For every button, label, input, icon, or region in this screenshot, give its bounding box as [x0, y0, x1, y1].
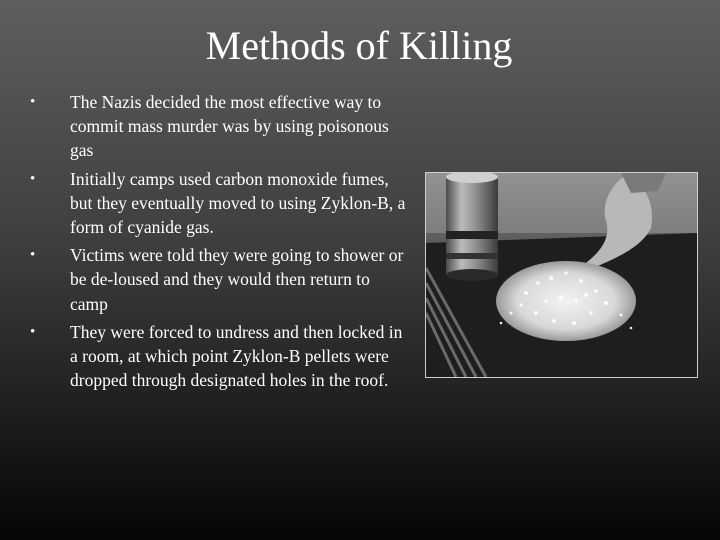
bullet-list: [30, 90, 410, 396]
bullet-text: Initially camps used carbon monoxide fumes, but they eventually moved to using Zyklon-B, a form of cyanide gas.: [70, 168, 406, 238]
bullet-item: [30, 320, 410, 393]
bullet-item: [30, 243, 410, 316]
pellets-photo-drawing: [426, 173, 697, 377]
slide-title: Methods of Killing: [205, 23, 513, 68]
bullet-text: Victims were told they were going to shower or be de-loused and they would then return to camp: [70, 245, 404, 314]
bullet-marker: •: [30, 247, 36, 264]
bullet-text: They were forced to undress and then locked in a room, at which point Zyklon-B pellets were dropped through designated holes in the roof.: [70, 321, 403, 391]
pellets-photo: [425, 172, 698, 378]
bullet-item: [30, 167, 410, 240]
bullet-text: The Nazis decided the most effective way to commit mass murder was by using poisonous gas: [70, 92, 389, 161]
bullet-item: [30, 90, 410, 163]
bullet-marker: •: [30, 94, 36, 110]
bullet-marker: •: [30, 323, 36, 340]
bullet-marker: •: [30, 170, 36, 187]
